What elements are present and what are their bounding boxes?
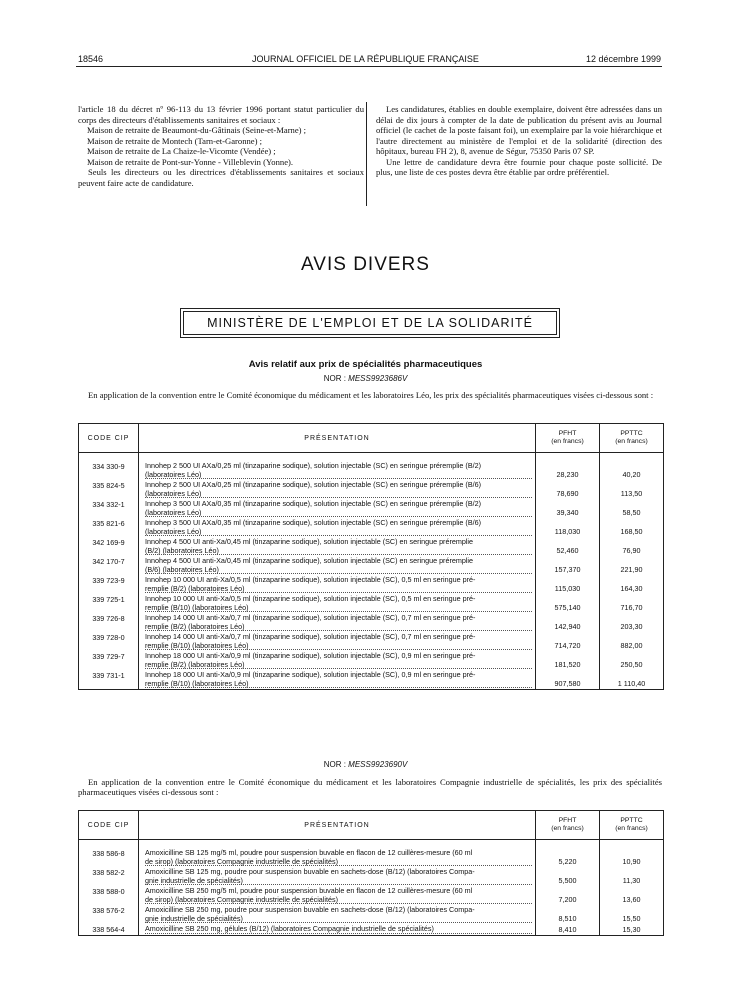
- section-title: AVIS DIVERS: [301, 254, 430, 275]
- header-pfht: [536, 811, 600, 840]
- pfht-unit: (en francs): [551, 438, 584, 445]
- table-row: [79, 480, 664, 499]
- nor-code: MESS9923686V: [348, 374, 408, 383]
- nor-label: NOR :: [323, 760, 346, 769]
- presentation-cell: [139, 670, 536, 690]
- table-row: [79, 537, 664, 556]
- ministry-heading: MINISTÈRE DE L'EMPLOI ET DE LA SOLIDARITÉ: [183, 311, 557, 335]
- nor-reference-2: [0, 760, 731, 769]
- presentation-line-2: gnie industrielle de spécialités): [145, 913, 243, 923]
- header-ppttc: [600, 811, 664, 840]
- nor-label: NOR :: [323, 374, 346, 383]
- table-row: [79, 575, 664, 594]
- table-row: [79, 905, 664, 924]
- presentation-line-2: (B/6) (laboratoires Léo): [145, 564, 219, 574]
- left-paragraph-1: l'article 18 du décret nº 96-113 du 13 février 1996 portant statut particulier du corps des directeurs d'établissements sanitaires et sociaux :: [78, 104, 364, 125]
- leader-dots: [145, 477, 532, 479]
- cip-code-cell: 335 824-5: [79, 480, 139, 499]
- presentation-line-2: remplie (B/2) (laboratoires Léo): [145, 621, 245, 631]
- pfht-cell: 575,140: [536, 594, 600, 613]
- table-row: [79, 924, 664, 935]
- nor-code: MESS9923690V: [348, 760, 408, 769]
- leader-dots: [145, 496, 532, 498]
- presentation-cell: [139, 461, 536, 480]
- ppttc-unit: (en francs): [615, 825, 648, 832]
- presentation-cell: [139, 867, 536, 886]
- ppttc-label: PPTTC: [620, 430, 643, 437]
- presentation-line-1: Innohep 2 500 UI AXa/0,25 ml (tinzaparine sodique), solution injectable (SC) en seringue préremplie (B/2): [145, 461, 482, 470]
- cip-code-cell: 339 728-0: [79, 632, 139, 651]
- ppttc-cell: 716,70: [600, 594, 664, 613]
- column-divider: [366, 102, 367, 206]
- ppttc-label: PPTTC: [620, 817, 643, 824]
- header-rule: [76, 66, 662, 67]
- issue-date: 12 décembre 1999: [585, 54, 661, 64]
- table-header-row: [79, 811, 664, 840]
- table-row: [79, 556, 664, 575]
- presentation-line-2: (B/2) (laboratoires Léo): [145, 545, 219, 555]
- pfht-cell: 52,460: [536, 537, 600, 556]
- table-row: [79, 594, 664, 613]
- journal-title: JOURNAL OFFICIEL DE LA RÉPUBLIQUE FRANÇAISE: [252, 54, 479, 64]
- pfht-cell: 8,410: [536, 924, 600, 935]
- header-code: CODE CIP: [79, 424, 139, 453]
- pfht-cell: 157,370: [536, 556, 600, 575]
- ppttc-cell: 15,30: [600, 924, 664, 935]
- presentation-line-1: Innohep 18 000 UI anti-Xa/0,9 ml (tinzaparine sodique), solution injectable (SC), 0,9 ml en seringue pré-: [145, 651, 476, 660]
- cip-code-cell: 334 330-9: [79, 461, 139, 480]
- ppttc-cell: 76,90: [600, 537, 664, 556]
- presentation-line-2: remplie (B/2) (laboratoires Léo): [145, 659, 245, 669]
- header-pfht: [536, 424, 600, 453]
- table-1-body: [79, 453, 664, 690]
- pfht-cell: 142,940: [536, 613, 600, 632]
- presentation-line-2: remplie (B/2) (laboratoires Léo): [145, 583, 245, 593]
- cip-code-cell: 334 332-1: [79, 499, 139, 518]
- presentation-line-2: de sirop) (laboratoires Compagnie industrielle de spécialités): [145, 894, 338, 904]
- cip-code-cell: 335 821-6: [79, 518, 139, 537]
- presentation-cell: [139, 848, 536, 867]
- pfht-cell: 8,510: [536, 905, 600, 924]
- ppttc-cell: 40,20: [600, 461, 664, 480]
- table-row: [79, 848, 664, 867]
- table-header-row: [79, 424, 664, 453]
- presentation-cell: [139, 518, 536, 537]
- page-number: 18546: [78, 54, 104, 64]
- pfht-cell: 118,030: [536, 518, 600, 537]
- pfht-cell: 5,500: [536, 867, 600, 886]
- home-item: Maison de retraite de Pont-sur-Yonne - Villeblevin (Yonne).: [87, 156, 294, 167]
- table-row: [79, 461, 664, 480]
- pfht-cell: 78,690: [536, 480, 600, 499]
- presentation-cell: [139, 924, 536, 935]
- presentation-line-1: Amoxicilline SB 250 mg, poudre pour suspension buvable en sachets-dose (B/12) (laboratoires Compa-: [145, 905, 475, 914]
- table-row: [79, 886, 664, 905]
- ppttc-cell: 13,60: [600, 886, 664, 905]
- presentation-line-1: Amoxicilline SB 125 mg/5 ml, poudre pour suspension buvable en flacon de 12 cuillères-mesure (60 ml: [145, 848, 473, 857]
- presentation-cell: [139, 905, 536, 924]
- table-2-body: [79, 840, 664, 936]
- presentation-line-1: Innohep 14 000 UI anti-Xa/0,7 ml (tinzaparine sodique), solution injectable (SC), 0,7 ml en seringue pré-: [145, 632, 476, 641]
- presentation-line-1: Innohep 3 500 UI AXa/0,35 ml (tinzaparine sodique), solution injectable (SC) en seringue préremplie (B/6): [145, 518, 482, 527]
- presentation-line-2: remplie (B/10) (laboratoires Léo): [145, 678, 249, 688]
- presentation-line-2: (laboratoires Léo): [145, 469, 202, 479]
- cip-code-cell: 338 588-0: [79, 886, 139, 905]
- cip-code-cell: 342 170-7: [79, 556, 139, 575]
- pfht-cell: 7,200: [536, 886, 600, 905]
- table-row: [79, 518, 664, 537]
- cip-code-cell: 339 729-7: [79, 651, 139, 670]
- presentation-line-1: Innohep 2 500 UI AXa/0,25 ml (tinzaparine sodique), solution injectable (SC) en seringue préremplie (B/6): [145, 480, 482, 489]
- presentation-cell: [139, 886, 536, 905]
- cip-code-cell: 338 586-8: [79, 848, 139, 867]
- pfht-cell: 5,220: [536, 848, 600, 867]
- presentation-cell: [139, 499, 536, 518]
- presentation-line-2: gnie industrielle de spécialités): [145, 875, 243, 885]
- ppttc-cell: 1 110,40: [600, 670, 664, 690]
- ppttc-cell: 11,30: [600, 867, 664, 886]
- pfht-cell: 39,340: [536, 499, 600, 518]
- right-column: [376, 104, 662, 178]
- notice-title: Avis relatif aux prix de spécialités pharmaceutiques: [248, 359, 483, 370]
- left-paragraph-2: Seuls les directeurs ou les directrices d'établissements sanitaires et sociaux peuvent faire acte de candidature.: [78, 167, 364, 188]
- right-paragraph-1: Les candidatures, établies en double exemplaire, doivent être adressées dans un délai de dix jours à compter de la date de publication du présent avis au Journal officiel (le cachet de la poste faisant foi), un exemplaire par la voie hiérarchique et l'autre directement au ministère de l'emploi et de la solidarité (direction des hôpitaux, bureau FH 2), 8, avenue de Ségur, 75350 Paris 07 SP.: [376, 104, 662, 156]
- presentation-line-2: remplie (B/10) (laboratoires Léo): [145, 640, 249, 650]
- presentation-line-2: de sirop) (laboratoires Compagnie industrielle de spécialités): [145, 856, 338, 866]
- pfht-label: PFHT: [558, 817, 577, 824]
- table-row: [79, 613, 664, 632]
- presentation-cell: [139, 575, 536, 594]
- ppttc-cell: 882,00: [600, 632, 664, 651]
- notice-2-intro: En application de la convention entre le Comité économique du médicament et les laboratoires Compagnie industrielle de spécialités, les prix des spécialités pharmaceutiques visées ci-dessous sont :: [78, 777, 662, 797]
- ppttc-cell: 203,30: [600, 613, 664, 632]
- presentation-line-1: Amoxicilline SB 250 mg/5 ml, poudre pour suspension buvable en flacon de 12 cuillères-mesure (60 ml: [145, 886, 473, 895]
- cip-code-cell: 339 731-1: [79, 670, 139, 690]
- pfht-cell: 714,720: [536, 632, 600, 651]
- presentation-line-2: (laboratoires Léo): [145, 488, 202, 498]
- pfht-label: PFHT: [558, 430, 577, 437]
- ppttc-cell: 168,50: [600, 518, 664, 537]
- price-table-1: [78, 423, 664, 690]
- table-row: [79, 651, 664, 670]
- cip-code-cell: 338 576-2: [79, 905, 139, 924]
- ppttc-cell: 10,90: [600, 848, 664, 867]
- pfht-cell: 28,230: [536, 461, 600, 480]
- presentation-cell: [139, 556, 536, 575]
- ppttc-cell: 250,50: [600, 651, 664, 670]
- presentation-cell: [139, 480, 536, 499]
- notice-1-intro: En application de la convention entre le Comité économique du médicament et les laboratoires Léo, les prix des spécialités pharmaceutiques visées ci-dessous sont :: [88, 390, 654, 400]
- home-item: Maison de retraite de La Chaize-le-Vicomte (Vendée) ;: [87, 146, 276, 156]
- presentation-cell: [139, 632, 536, 651]
- pfht-unit: (en francs): [551, 825, 584, 832]
- presentation-line-2: (laboratoires Léo): [145, 526, 202, 536]
- home-item: Maison de retraite de Montech (Tarn-et-Garonne) ;: [87, 135, 263, 146]
- ppttc-cell: 164,30: [600, 575, 664, 594]
- ppttc-unit: (en francs): [615, 438, 648, 445]
- presentation-line-1: Innohep 3 500 UI AXa/0,35 ml (tinzaparine sodique), solution injectable (SC) en seringue préremplie (B/2): [145, 499, 482, 508]
- presentation-line-1: Innohep 10 000 UI anti-Xa/0,5 ml (tinzaparine sodique), solution injectable (SC), 0,5 ml en seringue pré-: [145, 594, 476, 603]
- presentation-line-1: Innohep 4 500 UI anti-Xa/0,45 ml (tinzaparine sodique), solution injectable (SC) en seringue préremplie: [145, 556, 474, 565]
- presentation-cell: [139, 594, 536, 613]
- presentation-line-1: Innohep 18 000 UI anti-Xa/0,9 ml (tinzaparine sodique), solution injectable (SC), 0,9 ml en seringue pré-: [145, 670, 476, 679]
- presentation-cell: [139, 651, 536, 670]
- leader-dots: [145, 515, 532, 517]
- cip-code-cell: 339 723-9: [79, 575, 139, 594]
- presentation-line-2: (laboratoires Léo): [145, 507, 202, 517]
- presentation-line-1: Innohep 14 000 UI anti-Xa/0,7 ml (tinzaparine sodique), solution injectable (SC), 0,7 ml en seringue pré-: [145, 613, 476, 622]
- header-presentation: PRÉSENTATION: [139, 811, 536, 840]
- nor-reference-1: [0, 374, 731, 383]
- ppttc-cell: 58,50: [600, 499, 664, 518]
- price-table-2: [78, 810, 664, 936]
- pfht-cell: 115,030: [536, 575, 600, 594]
- leader-dots: [145, 534, 532, 536]
- table-row: [79, 632, 664, 651]
- right-paragraph-2: Une lettre de candidature devra être fournie pour chaque poste sollicité. De plus, une liste de ces postes devra être établie par ordre préférentiel.: [376, 156, 662, 177]
- presentation-line-2: remplie (B/10) (laboratoires Léo): [145, 602, 249, 612]
- ppttc-cell: 221,90: [600, 556, 664, 575]
- presentation-line-1: Innohep 4 500 UI anti-Xa/0,45 ml (tinzaparine sodique), solution injectable (SC) en seringue préremplie: [145, 537, 474, 546]
- header-code: CODE CIP: [79, 811, 139, 840]
- presentation-line-1: Innohep 10 000 UI anti-Xa/0,5 ml (tinzaparine sodique), solution injectable (SC), 0,5 ml en seringue pré-: [145, 575, 476, 584]
- header-ppttc: [600, 424, 664, 453]
- ppttc-cell: 113,50: [600, 480, 664, 499]
- table-row: [79, 670, 664, 690]
- presentation-line-1: Amoxicilline SB 250 mg, gélules (B/12) (laboratoires Compagnie industrielle de spécialités): [145, 924, 434, 933]
- presentation-cell: [139, 537, 536, 556]
- table-row: [79, 867, 664, 886]
- table-row: [79, 499, 664, 518]
- pfht-cell: 907,580: [536, 670, 600, 690]
- cip-code-cell: 339 726-8: [79, 613, 139, 632]
- home-item: Maison de retraite de Beaumont-du-Gâtinais (Seine-et-Marne) ;: [87, 125, 307, 135]
- cip-code-cell: 338 564-4: [79, 924, 139, 935]
- header-presentation: PRÉSENTATION: [139, 424, 536, 453]
- presentation-cell: [139, 613, 536, 632]
- cip-code-cell: 339 725-1: [79, 594, 139, 613]
- cip-code-cell: 342 169-9: [79, 537, 139, 556]
- cip-code-cell: 338 582-2: [79, 867, 139, 886]
- left-column: [78, 104, 364, 188]
- presentation-line-1: Amoxicilline SB 125 mg, poudre pour suspension buvable en sachets-dose (B/12) (laboratoires Compa-: [145, 867, 475, 876]
- ppttc-cell: 15,50: [600, 905, 664, 924]
- pfht-cell: 181,520: [536, 651, 600, 670]
